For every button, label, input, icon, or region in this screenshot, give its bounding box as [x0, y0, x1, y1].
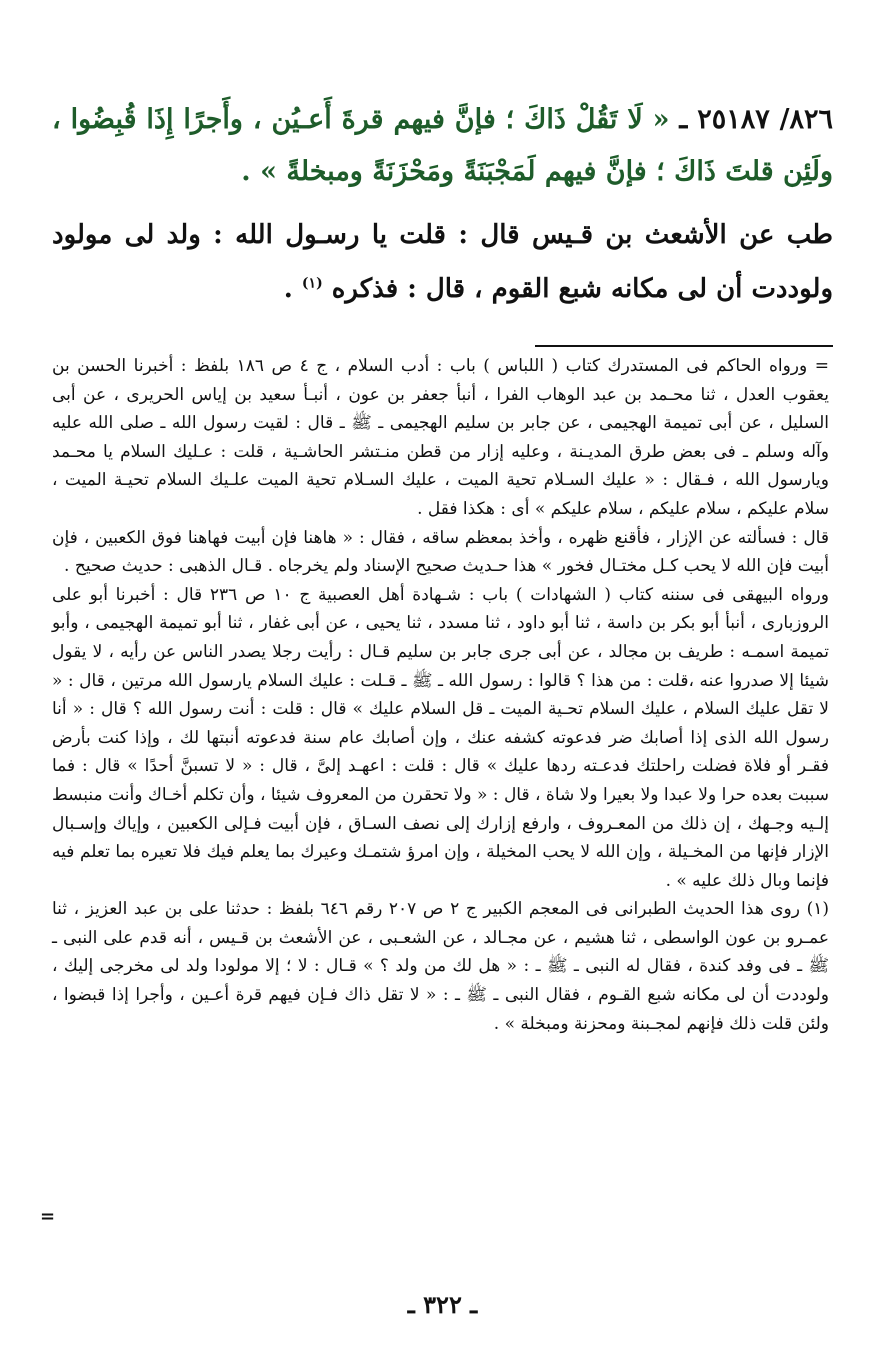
- footnote-paragraph: (١) روى هذا الحديث الطبرانى فى المعجم الكبير ج ٢ ص ٢٠٧ رقم ٦٤٦ بلفظ : حدثنا على بن عبد العزيز ، ثنا عمـرو بن عون الواسطى ، ثنا هشيم ، عن مجـالد ، عن الشعـبى ، عن الأشعث بن قـيس ، أنه قدم على النبى ـ ﷺ ـ فى وفد كندة ، فقال له النبى ـ ﷺ ـ : « هل لك من ولد ؟ » قـال : لا ؛ إلا مولودا ولد لى مخرجى إليك ، ولوددت أن لى مكانه شبع القـوم ، فقال النبى ـ ﷺ ـ : « لا تقل ذاك فـإن فيهم قرة أعـين ، وأجرا إذا قبضوا ، ولئن قلت ذلك فإنهم لمجـبنة ومحزنة ومبخلة » .: [52, 899, 829, 1034]
- hadith-body: « لَا تَقُلْ ذَاكَ ؛ فإنَّ فيهم قرةَ أَعـيُن ، وأَجرًا إِذَا قُبِضُوا ، ولَئِن قلتَ ذَاكَ ؛ فإنَّ فيهم لَمَجْبَنَةً ومَحْزَنَةً ومبخلةً » .: [52, 104, 833, 187]
- hadith-number: ٨٢٦/ ٢٥١٨٧ ـ: [679, 104, 834, 135]
- source-end: .: [283, 274, 302, 304]
- footnote-paragraph: ورواه البيهقى فى سننه كتاب ( الشهادات ) باب : شـهادة أهل العصبية ج ١٠ ص ٢٣٦ قال : أخبرنا أبو على الروزبارى ، أنبأ أبو بكر بن داسة ، ثنا أبو داود ، ثنا مسدد ، ثنا يحيى ، عن أبى غفار ، ثنا أبو تميمة الهجيمى ، وأبو تميمة اسمـه : طريف بن مجالد ، عن أبى جرى جابر بن سليم قـال : رأيت رجلا يصدر الناس عن رأيه ، لا يقول شيئا إلا صدروا عنه ،قلت : من هذا ؟ قالوا : رسول الله ـ ﷺ ـ قـلت : عليك السلام يارسول الله مرتين ، قال : « لا تقل عليك السلام ، عليك السلام تحـية الميت ـ قل السلام عليك » قال : قلت : أنت رسول الله ؟ قال : « أنا رسول الله الذى إذا أصابك ضر فدعوته كشفه عنك ، وإن أصابك عام سنة فدعوته أنبتها لك ، وإذا كنت بأرض فقـر أو فلاة فضلت راحلتك فدعـته ردها عليك » قال : قلت : اعهـد إلىَّ ، قال : « لا تسبنَّ أحدًا » قال : فما سببت بعده حرا ولا عبدا ولا بعيرا ولا شاة ، قال : « ولا تحقرن من المعروف شيئا ، وأن تكلم أخـاك وأنت منبسط إلـيه وجـهك ، إن ذلك من المعـروف ، وارفع إزارك إلى نصف السـاق ، فإن أبيت فـإلى الكعبين ، وإياك وإسـبال الإزار فإنها من المخـيلة ، وإن الله لا يحب المخيلة ، وإن امرؤ شتمـك وعيرك بما يعلم فيك فلا تعيره بما تعلم فيه فإنما وبال ذلك عليه » .: [52, 584, 829, 891]
- footnote-paragraph: = ورواه الحاكم فى المستدرك كتاب ( اللباس ) باب : أدب السلام ، ج ٤ ص ١٨٦ بلفظ : أخبرنا الحسن بن يعقوب العدل ، ثنا محـمد بن عبد الوهاب الفرا ، أنبأ جعفر بن عون ، أنبـأ سعيد بن إياس الحريرى ، عن أبى السليل ، عن أبى تميمة الهجيمى ، عن جابر بن سليم الهجيمى ـ ﷺ ـ قال : لقيت رسول الله ـ صلى الله عليه وآله وسلم ـ فى بعض طرق المديـنة ، وعليه إزار من قطن منـتشر الحاشـية ، قلت : عـليك السلام يا محـمد ويارسول الله ، فـقال : « عليك السـلام تحية الميت ، عليك السـلام تحية الميت علـيك السلام تحيـة الميت ، سلام عليكم ، سلام عليكم ، سلام عليكم » أى : هكذا فقل .: [52, 356, 829, 519]
- footnote-paragraph: قال : فسألته عن الإزار ، فأقنع ظهره ، وأخذ بمعظم ساقه ، فقال : « هاهنا فإن أبيت فهاهنا فوق الكعبين ، فإن أبيت فإن الله لا يحب كـل مختـال فخور » هذا حـديث صحيح الإسناد ولم يخرجاه . قـال الذهبى : حديث صحيح .: [52, 527, 829, 577]
- hadith-source: [52, 208, 833, 316]
- continuation-mark: =: [40, 1206, 56, 1227]
- footnote-divider: [535, 345, 833, 347]
- source-text: طب عن الأشعث بن قـيس قال : قلت يا رسـول الله : ولد لى مولود ولوددت أن لى مكانه شبع القوم ، قال : فذكره: [52, 220, 833, 304]
- footnotes: [52, 352, 829, 1038]
- page-number: ـ ٣٢٢ ـ: [407, 1290, 478, 1319]
- footnote-reference: (١): [301, 275, 323, 292]
- hadith-text: [52, 94, 833, 198]
